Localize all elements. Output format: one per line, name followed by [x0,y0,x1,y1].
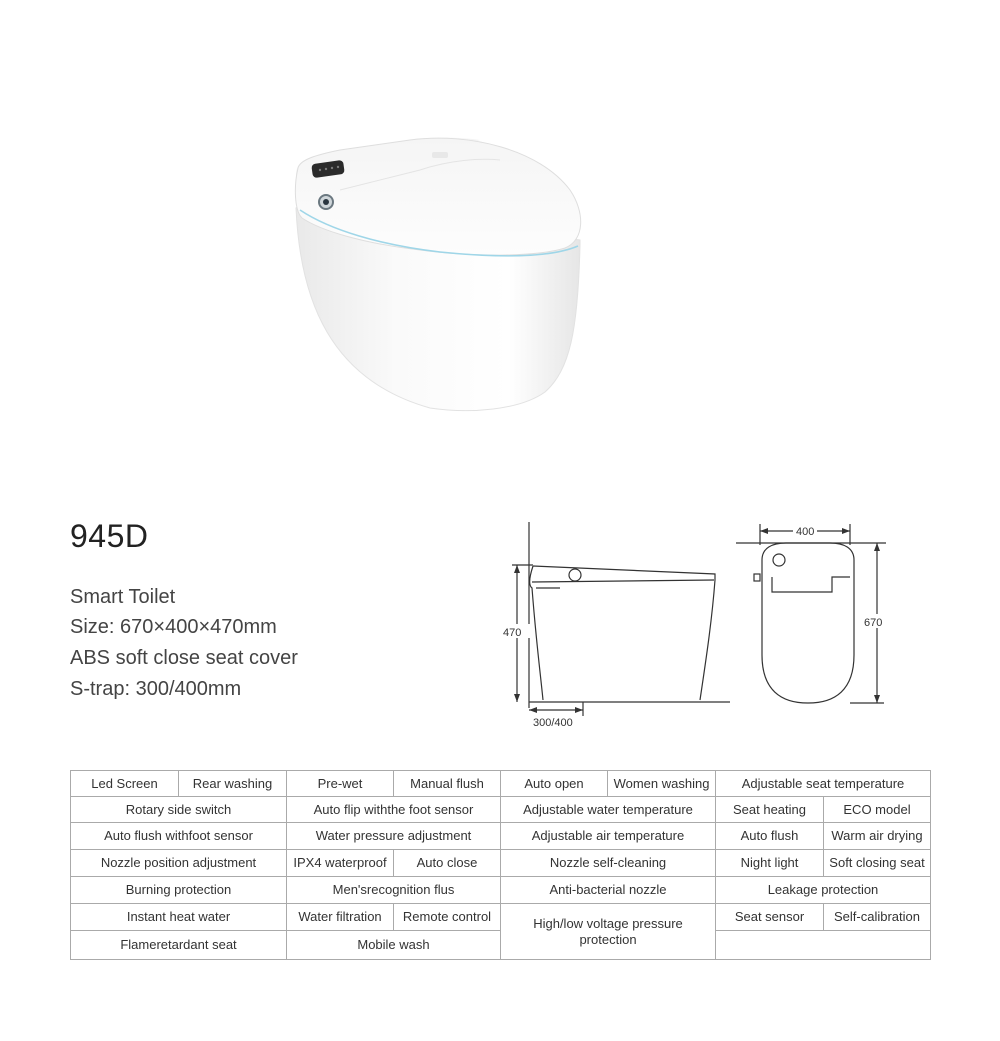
feature-cell: Adjustable seat temperature [715,770,931,797]
feature-cell: Men'srecognition flus [286,876,501,904]
dim-width: 400 [796,526,815,538]
product-photo [270,120,600,420]
feature-cell: High/low voltage pressure protection [500,903,716,960]
feature-cell: Night light [715,849,824,877]
feature-cell: Led Screen [70,770,179,797]
spec-line: Smart Toilet [70,586,176,608]
side-view-drawing [495,515,735,735]
feature-cell: Leakage protection [715,876,931,904]
feature-cell: Burning protection [70,876,287,904]
feature-cell: Pre-wet [286,770,394,797]
feature-cell: Nozzle position adjustment [70,849,287,877]
dim-length: 670 [864,617,883,629]
feature-cell: Seat sensor [715,903,824,931]
feature-cell: Self-calibration [823,903,931,931]
feature-cell: Instant heat water [70,903,287,931]
feature-cell: Water pressure adjustment [286,822,501,850]
feature-cell: Auto close [393,849,501,877]
feature-cell: ECO model [823,796,931,823]
feature-cell: Anti-bacterial nozzle [500,876,716,904]
feature-cell: Flameretardant seat [70,930,287,960]
feature-cell: Auto flush [715,822,824,850]
feature-cell: Adjustable water temperature [500,796,716,823]
spec-line: S-trap: 300/400mm [70,678,242,700]
feature-cell: Warm air drying [823,822,931,850]
features-table [70,770,931,960]
feature-cell: Rear washing [178,770,287,797]
feature-cell: Women washing [607,770,716,797]
dim-trap: 300/400 [533,717,573,729]
feature-cell: IPX4 waterproof [286,849,394,877]
top-view-drawing [730,515,900,715]
feature-cell: Nozzle self-cleaning [500,849,716,877]
feature-cell: Auto open [500,770,608,797]
feature-cell-empty [715,930,931,960]
dim-height: 470 [503,627,522,639]
feature-cell: Water filtration [286,903,394,931]
feature-cell: Mobile wash [286,930,501,960]
spec-line: ABS soft close seat cover [70,647,298,669]
feature-cell: Remote control [393,903,501,931]
feature-cell: Rotary side switch [70,796,287,823]
feature-cell: Soft closing seat [823,849,931,877]
model-title: 945D [70,518,149,554]
feature-cell: Manual flush [393,770,501,797]
feature-cell: Adjustable air temperature [500,822,716,850]
spec-line: Size: 670×400×470mm [70,616,277,638]
feature-cell: Seat heating [715,796,824,823]
feature-cell: Auto flip withthe foot sensor [286,796,501,823]
feature-cell: Auto flush withfoot sensor [70,822,287,850]
